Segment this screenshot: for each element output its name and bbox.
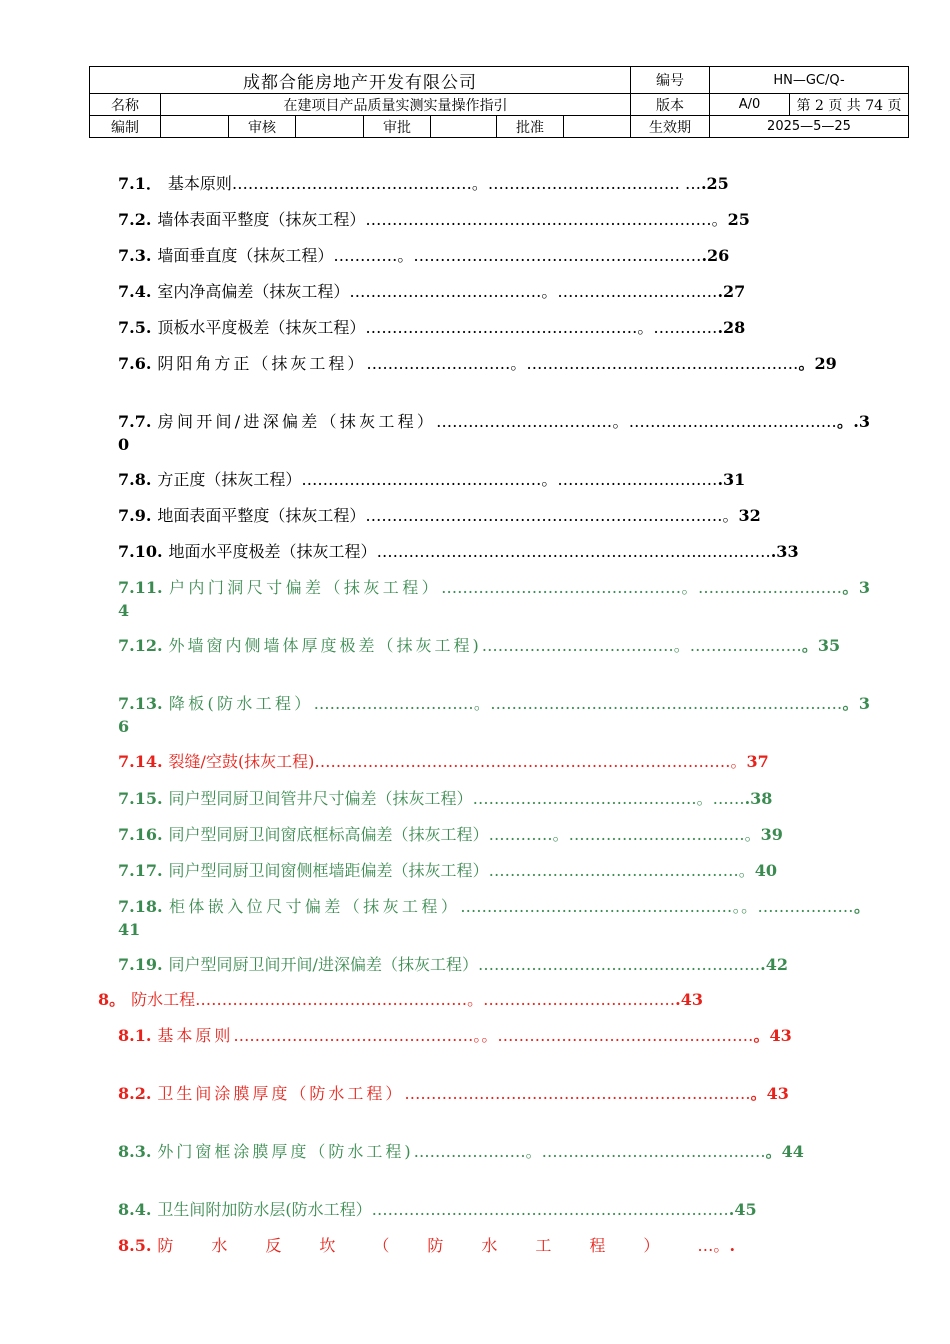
toc-entry-leader: ………………………………………。。………………………………………… <box>233 1026 754 1045</box>
toc-entry-title: 阴阳角方正（抹灰工程） <box>157 354 367 373</box>
toc-entry-page: .31 <box>717 470 746 489</box>
toc-entry-title: 室内净高偏差（抹灰工程） <box>157 282 350 301</box>
version-value: A/0 <box>710 94 790 116</box>
toc-entry-leader: ……………………………..…………………………。 <box>365 210 728 229</box>
toc-entry-title: 外门窗框涂膜厚度（防水工程) <box>157 1142 414 1161</box>
toc-entry-title: 同户型同厨卫间窗底框标高偏差（抹灰工程） <box>168 825 489 844</box>
toc-entry-leader: …。 <box>697 1236 730 1255</box>
toc-entry-title: 防水反坎（防水工程） <box>157 1236 698 1255</box>
toc-entry-leader: …………………..…………………………………… <box>404 1084 751 1103</box>
toc-entry-page: 。29 <box>798 354 837 373</box>
effective-date: 2025—5—25 <box>710 116 909 138</box>
toc-entry-title: 同户型同厨卫间开间/进深偏差（抹灰工程） <box>168 955 478 974</box>
toc-entry-title: 防水工程 <box>131 990 196 1009</box>
toc-entry-title: 基本原则 <box>167 174 232 193</box>
toc-entry-page: 39 <box>760 825 783 844</box>
toc-entry-number: 8。 <box>98 990 126 1009</box>
toc-entry[interactable] <box>118 823 870 846</box>
toc-entry-title: 卫生间附加防水层(防水工程） <box>157 1200 372 1219</box>
toc-entry-number: 7.12. <box>118 636 163 655</box>
toc-entry-number: 7.17. <box>118 861 163 880</box>
toc-entry-number: 7.11. <box>118 578 163 597</box>
toc-entry-leader: ………………………………。………………………… <box>349 282 718 301</box>
toc-entry-title: 户内门洞尺寸偏差（抹灰工程） <box>168 578 442 597</box>
toc-entry-leader: ………………………。…………………………………………… <box>366 354 799 373</box>
toc-entry-page: .25 <box>700 174 729 193</box>
toc-entry-title: 降板(防水工程） <box>168 694 314 713</box>
toc-entry-number: 8.5. <box>118 1236 152 1255</box>
toc-entry[interactable] <box>118 244 870 267</box>
toc-entry-leader: …………………..……………………。 <box>488 861 755 880</box>
toc-entry-number: 7.5. <box>118 318 152 337</box>
toc-entry-page: .45 <box>728 1200 757 1219</box>
toc-entry-number: 7.15. <box>118 789 163 808</box>
toc-entry-page: .38 <box>744 789 773 808</box>
toc-entry-leader: ………………………………………………….………。 <box>365 506 739 525</box>
toc-entry[interactable] <box>118 468 870 491</box>
toc-entry-number: 7.9. <box>118 506 152 525</box>
toc-entry-number: 7.6. <box>118 354 152 373</box>
approve-label: 批准 <box>497 116 564 138</box>
toc-entry-number: 7.13. <box>118 694 163 713</box>
toc-entry-number: 7.10. <box>118 542 163 561</box>
toc-entry[interactable] <box>118 1024 870 1047</box>
toc-entry-page: .26 <box>701 246 730 265</box>
toc-entry[interactable] <box>118 410 870 456</box>
toc-entry-leader: ……………………………………。…… <box>472 789 745 808</box>
toc-entry-leader: ………………………………………。………………………… <box>301 470 718 489</box>
toc-entry-leader: ……………………………………………。………… <box>365 318 718 337</box>
toc-entry-number: 7.4. <box>118 282 152 301</box>
toc-entry-number: 7.3. <box>118 246 152 265</box>
toc-entry[interactable] <box>118 1082 870 1105</box>
page-info: 第 2 页 共 74 页 <box>790 94 909 116</box>
document-header-table <box>89 66 909 138</box>
toc-entry-number: 7.18. <box>118 897 163 916</box>
toc-entry[interactable] <box>118 352 870 375</box>
toc-entry-page: 。35 <box>801 636 841 655</box>
toc-entry[interactable] <box>118 576 870 622</box>
toc-entry-page: .42 <box>760 955 788 974</box>
name-label: 名称 <box>90 94 161 116</box>
toc-entry-number: 7.19. <box>118 955 163 974</box>
toc-entry[interactable] <box>118 1234 870 1257</box>
toc-entry-title: 同户型同厨卫间管井尺寸偏差（抹灰工程） <box>168 789 473 808</box>
toc-entry-title: 外墙窗内侧墙体厚度极差（抹灰工程) <box>168 636 482 655</box>
toc-entry-number: 7.2. <box>118 210 152 229</box>
toc-entry-page: 。44 <box>765 1142 804 1161</box>
toc-entry[interactable] <box>118 787 870 810</box>
review-value <box>296 116 364 138</box>
toc-entry[interactable] <box>118 692 870 738</box>
toc-entry-title: 同户型同厨卫间窗侧框墙距偏差（抹灰工程） <box>168 861 489 880</box>
toc-entry[interactable] <box>118 504 870 527</box>
toc-entry-leader: ……………………………………………。……………………………… <box>195 990 676 1009</box>
toc-entry-leader: …………。……………………………………………… <box>333 246 702 265</box>
toc-entry-title: 基本原则 <box>157 1026 234 1045</box>
check-value <box>431 116 497 138</box>
toc-entry[interactable] <box>98 988 870 1011</box>
toc-entry-leader: ………………………………。………………… <box>481 636 802 655</box>
toc-entry-number: 8.2. <box>118 1084 152 1103</box>
toc-entry-leader: ………………………………………。……………………… <box>441 578 842 597</box>
toc-entry-page: 37 <box>746 752 769 771</box>
toc-entry-leader: ……………………………………………。。……………… <box>460 897 854 916</box>
toc-entry-number: 7.7. <box>118 412 152 431</box>
toc-entry-title: 顶板水平度极差（抹灰工程） <box>157 318 366 337</box>
toc-entry-page: 。43 <box>753 1026 792 1045</box>
prepared-value <box>161 116 229 138</box>
toc-entry[interactable] <box>118 208 870 231</box>
review-label: 审核 <box>229 116 296 138</box>
check-label: 审批 <box>364 116 431 138</box>
toc-entry-number: 8.3. <box>118 1142 152 1161</box>
prepared-label: 编制 <box>90 116 161 138</box>
toc-entry[interactable] <box>118 953 870 976</box>
toc-entry-page: 。41 <box>118 897 870 939</box>
toc-entry-number: 8.4. <box>118 1200 152 1219</box>
toc-entry-leader: ……………….………………………………………… <box>371 1200 729 1219</box>
toc-entry-page: .28 <box>717 318 746 337</box>
toc-entry-page: 。36 <box>118 694 870 736</box>
code-value: HN—GC/Q- <box>710 67 909 94</box>
toc-entry-title: 卫生间涂膜厚度（防水工程） <box>157 1084 405 1103</box>
toc-entry-page: 32 <box>738 506 761 525</box>
toc-entry-leader: …………。……………………………。 <box>488 825 761 844</box>
toc-entry-page: .27 <box>717 282 746 301</box>
toc-entry-page: 。43 <box>750 1084 789 1103</box>
version-label: 版本 <box>631 94 710 116</box>
toc-entry[interactable] <box>118 540 870 563</box>
toc-entry[interactable] <box>118 1198 870 1221</box>
toc-entry-number: 7.8. <box>118 470 152 489</box>
toc-entry[interactable] <box>118 1140 870 1163</box>
company-name: 成都合能房地产开发有限公司 <box>90 67 631 94</box>
name-value: 在建项目产品质量实测实量操作指引 <box>161 94 631 116</box>
toc-entry-leader: …………………。…………………………………… <box>413 1142 766 1161</box>
toc-entry-page: .43 <box>675 990 704 1009</box>
toc-entry[interactable] <box>118 859 870 882</box>
toc-entry-title: 裂缝/空鼓(抹灰工程) <box>168 752 315 771</box>
toc-entry-number: 7.16. <box>118 825 163 844</box>
toc-entry-page: 25 <box>727 210 750 229</box>
toc-entry-number: 8.1. <box>118 1026 152 1045</box>
code-label: 编号 <box>631 67 710 94</box>
toc-entry-number: 7.1． <box>118 174 162 193</box>
toc-entry-title: 墙面垂直度（抹灰工程） <box>157 246 334 265</box>
toc-entry-page: .33 <box>770 542 799 561</box>
toc-entry-page: 。34 <box>118 578 870 620</box>
toc-entry[interactable] <box>118 316 870 339</box>
toc-entry[interactable] <box>118 750 870 773</box>
toc-entry-leader: ……………………………。………………………………… <box>436 412 837 431</box>
toc-entry-leader: ……………………………………………………..………… <box>376 542 771 561</box>
toc-entry-title: 地面表面平整度（抹灰工程） <box>157 506 366 525</box>
toc-entry-leader: ………………………………………。……………………………… … <box>231 174 701 193</box>
toc-entry-page: 。.30 <box>118 412 870 454</box>
approve-value <box>564 116 631 138</box>
toc-entry-page: . <box>729 1236 736 1255</box>
toc-entry-title: 柜体嵌入位尺寸偏差（抹灰工程） <box>168 897 461 916</box>
toc-entry-leader: …………………………。………………………………………………………… <box>313 694 843 713</box>
toc-entry[interactable] <box>118 280 870 303</box>
toc-entry-number: 7.14. <box>118 752 163 771</box>
toc-entry-title: 墙体表面平整度（抹灰工程） <box>157 210 366 229</box>
toc-entry-page: 40 <box>754 861 778 880</box>
toc-entry-leader: ……………………………..……………… <box>477 955 761 974</box>
toc-entry-title: 房间开间/进深偏差（抹灰工程） <box>157 412 437 431</box>
toc-entry-title: 方正度（抹灰工程） <box>157 470 302 489</box>
effective-label: 生效期 <box>631 116 710 138</box>
toc-entry[interactable] <box>118 634 870 657</box>
toc-entry[interactable] <box>118 895 870 941</box>
toc-entry[interactable] <box>118 172 870 195</box>
toc-entry-title: 地面水平度极差（抹灰工程） <box>168 542 377 561</box>
toc-entry-leader: ……………………………………………………………………。 <box>314 752 747 771</box>
